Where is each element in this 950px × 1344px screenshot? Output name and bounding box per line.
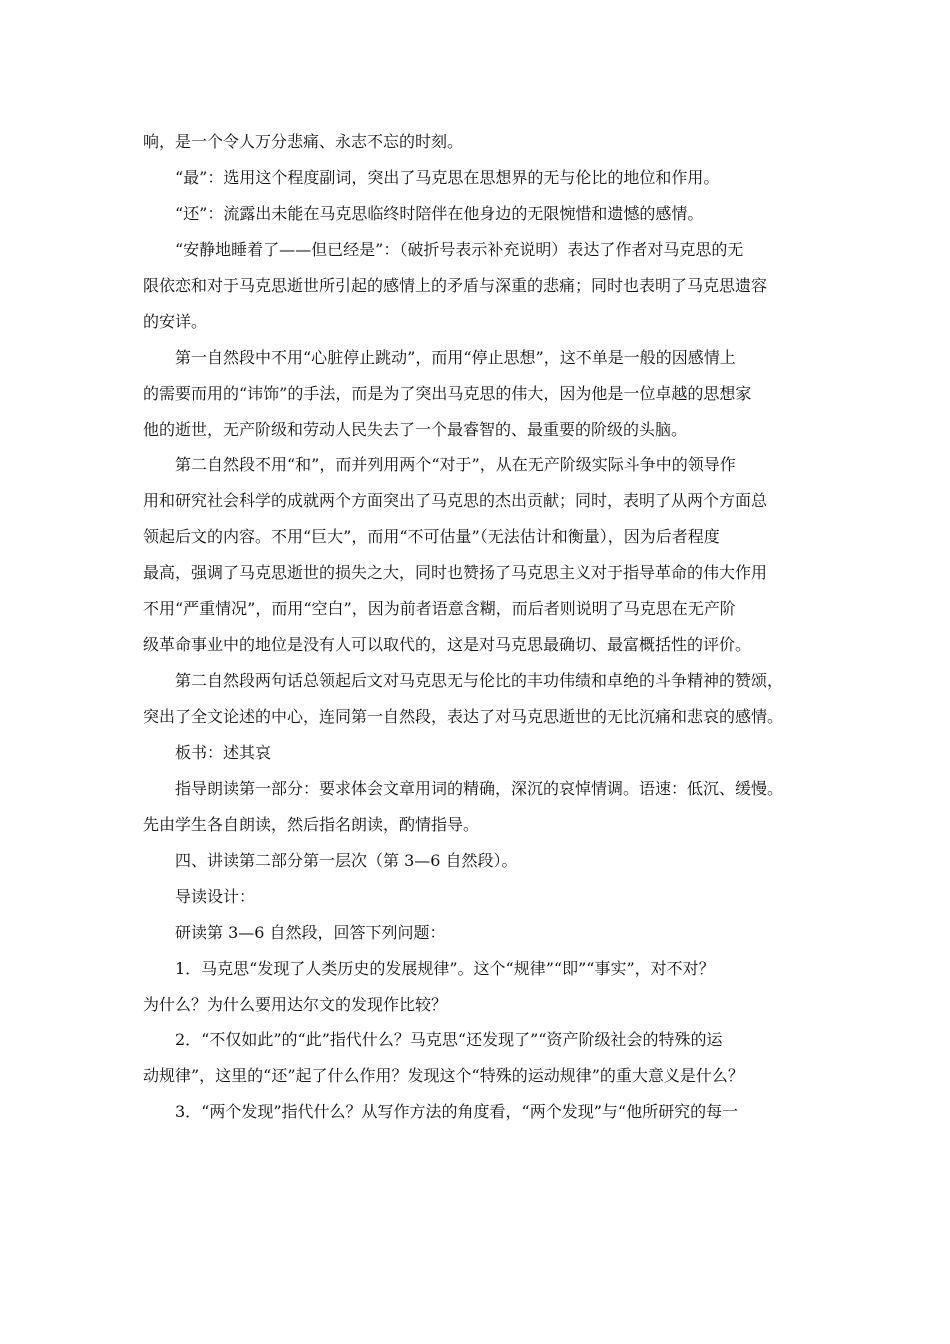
text-line: 四、讲读第二部分第一层次（第 3—6 自然段）。 [175,850,518,870]
text-line: 板书：述其哀 [175,742,272,762]
text-line: 最高，强调了马克思逝世的损失之大，同时也赞扬了马克思主义对于指导革命的伟大作用 [143,563,768,583]
text-line: 响，是一个令人万分悲痛、永志不忘的时刻。 [143,132,464,151]
text-line: 领起后文的内容。不用“巨大”，而用“不可估量”（无法估计和衡量），因为后者程度 [143,527,720,547]
text-line: 2．“不仅如此”的“此”指代什么？马克思“还发现了”“资产阶级社会的特殊的运 [175,1030,723,1050]
text-line: 第一自然段中不用“心脏停止跳动”，而用“停止思想”，这不单是一般的因感情上 [175,347,736,367]
text-line: 限依恋和对于马克思逝世所引起的感情上的矛盾与深重的悲痛；同时也表明了马克思遗容 [143,275,768,295]
text-line: 动规律”，这里的“还”起了什么作用？发现这个“特殊的运动规律”的重大意义是什么？ [143,1066,744,1086]
text-line: 指导朗读第一部分：要求体会文章用词的精确，深沉的哀悼情调。语速：低沉、缓慢。 [175,778,784,798]
text-line: 的安详。 [143,311,208,331]
text-line: 1．马克思“发现了人类历史的发展规律”。这个“规律”“即”“事实”，对不对？ [175,958,715,978]
text-line: 第二自然段不用“和”，而并列用两个“对于”，从在无产阶级实际斗争中的领导作 [175,455,736,475]
text-line: “最”：选用这个程度副词，突出了马克思在思想界的无与伦比的地位和作用。 [175,167,720,187]
text-line: 他的逝世，无产阶级和劳动人民失去了一个最睿智的、最重要的阶级的头脑。 [143,419,688,439]
text-line: 先由学生各自朗读，然后指名朗读，酌情指导。 [143,814,480,834]
text-line: 3．“两个发现”指代什么？从写作方法的角度看，“两个发现”与“他所研究的每一 [175,1102,739,1122]
text-line: “还”：流露出未能在马克思临终时陪伴在他身边的无限惋惜和遗憾的感情。 [175,203,704,223]
text-line: 第二自然段两句话总领起后文对马克思无与伦比的丰功伟绩和卓绝的斗争精神的赞颂， [175,671,784,691]
document-body [143,124,823,1130]
text-line: 用和研究社会科学的成就两个方面突出了马克思的杰出贡献；同时，表明了从两个方面总 [143,491,768,511]
text-line: 为什么？为什么要用达尔文的发现作比较？ [143,994,448,1014]
text-line: 的需要而用的“讳饰”的手法，而是为了突出马克思的伟大，因为他是一位卓越的思想家 [143,383,752,403]
text-line: “安静地睡着了——但已经是”：（破折号表示补充说明）表达了作者对马克思的无 [175,239,744,259]
text-line: 不用“严重情况”，而用“空白”，因为前者语意含糊，而后者则说明了马克思在无产阶 [143,599,736,619]
text-line: 导读设计： [175,886,256,906]
text-line: 突出了全文论述的中心，连同第一自然段，表达了对马克思逝世的无比沉痛和悲哀的感情。 [143,707,784,726]
text-line: 研读第 3—6 自然段，回答下列问题： [175,922,446,942]
text-line: 级革命事业中的地位是没有人可以取代的，这是对马克思最确切、最富概括性的评价。 [143,635,752,655]
